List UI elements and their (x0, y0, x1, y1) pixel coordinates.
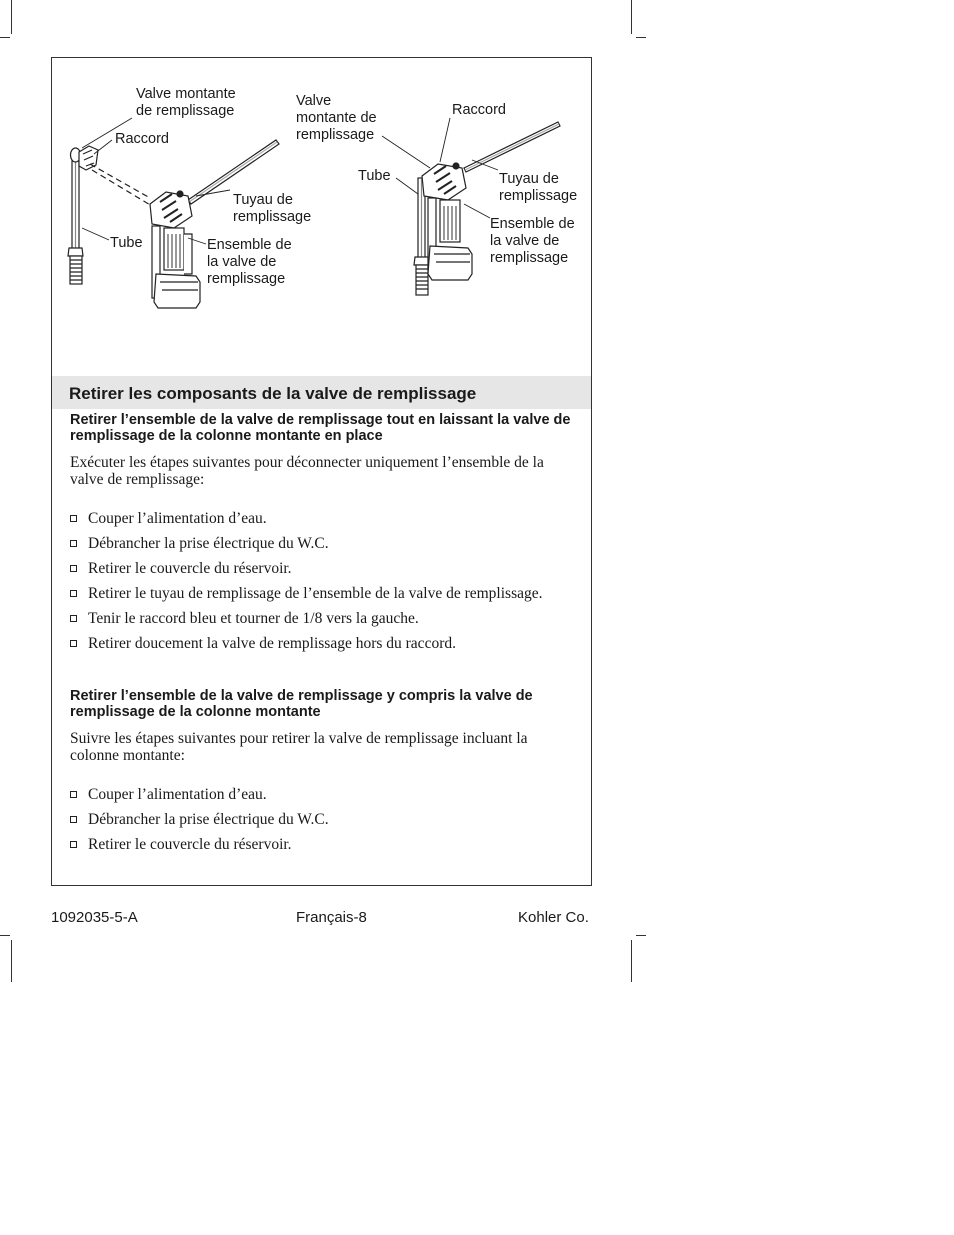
footer-doc-number: 1092035-5-A (51, 909, 138, 926)
step-text: Couper l’alimentation d’eau. (88, 510, 267, 527)
checkbox-square-icon (70, 515, 77, 522)
checkbox-square-icon (70, 590, 77, 597)
section-title: Retirer les composants de la valve de remplissage (69, 384, 477, 403)
fill-valve-illustration (52, 58, 591, 376)
checkbox-square-icon (70, 816, 77, 823)
list-item (70, 535, 575, 552)
crop-mark (631, 940, 632, 982)
right-assembled-valve (414, 163, 472, 295)
step-text: Débrancher la prise électrique du W.C. (88, 811, 329, 828)
crop-mark (11, 940, 12, 982)
list-item (70, 560, 575, 577)
part2-heading: Retirer l’ensemble de la valve de remplissage y compris la valve de remplissage de la colonne montante (70, 688, 533, 720)
crop-mark (11, 0, 12, 34)
label-raccord-right: Raccord (452, 102, 506, 118)
label-tube-left: Tube (110, 235, 143, 251)
part1-heading: Retirer l’ensemble de la valve de remplissage tout en laissant la valve de remplissage de la colonne montante en place (70, 412, 571, 444)
label-tuyau-right: Tuyau de remplissage (499, 171, 578, 204)
right-fill-tube (464, 122, 560, 172)
step-text: Retirer le tuyau de remplissage de l’ensemble de la valve de remplissage. (88, 585, 543, 602)
checkbox-square-icon (70, 791, 77, 798)
footer-company: Kohler Co. (518, 909, 589, 926)
list-item (70, 510, 575, 527)
label-valve-montante-right: Valve montante de remplissage (296, 93, 377, 143)
crop-mark (636, 37, 646, 38)
part2-steps (70, 786, 575, 861)
checkbox-square-icon (70, 841, 77, 848)
crop-mark (0, 37, 10, 38)
list-item (70, 836, 575, 853)
list-item (70, 811, 575, 828)
label-tuyau-left: Tuyau de remplissage (233, 192, 312, 225)
part1-steps (70, 510, 575, 660)
label-ensemble-left: Ensemble de la valve de remplissage (207, 237, 292, 287)
content-frame (51, 57, 592, 886)
list-item (70, 786, 575, 803)
footer-page-number: Français-8 (296, 909, 367, 926)
part1-intro: Exécuter les étapes suivantes pour déconnecter uniquement l’ensemble de la valve de remplissage: (70, 454, 544, 488)
section-header-bar (52, 376, 591, 409)
crop-mark (0, 935, 10, 936)
label-tube-right: Tube (358, 168, 391, 184)
crop-mark (631, 0, 632, 34)
checkbox-square-icon (70, 640, 77, 647)
step-text: Débrancher la prise électrique du W.C. (88, 535, 329, 552)
checkbox-square-icon (70, 565, 77, 572)
label-raccord-left: Raccord (115, 131, 169, 147)
checkbox-square-icon (70, 615, 77, 622)
part2-intro: Suivre les étapes suivantes pour retirer la valve de remplissage incluant la colonne montante: (70, 730, 528, 764)
label-ensemble-right: Ensemble de la valve de remplissage (490, 216, 575, 266)
left-valve-assembly (150, 191, 200, 308)
list-item (70, 585, 575, 602)
step-text: Retirer doucement la valve de remplissage hors du raccord. (88, 635, 456, 652)
label-valve-montante-left: Valve montante de remplissage (136, 86, 236, 119)
checkbox-square-icon (70, 540, 77, 547)
step-text: Retirer le couvercle du réservoir. (88, 836, 292, 853)
step-text: Tenir le raccord bleu et tourner de 1/8 vers la gauche. (88, 610, 419, 627)
left-alignment-lines (90, 164, 152, 206)
step-text: Couper l’alimentation d’eau. (88, 786, 267, 803)
crop-mark (636, 935, 646, 936)
step-text: Retirer le couvercle du réservoir. (88, 560, 292, 577)
left-riser-valve (68, 146, 98, 284)
list-item (70, 635, 575, 652)
list-item (70, 610, 575, 627)
